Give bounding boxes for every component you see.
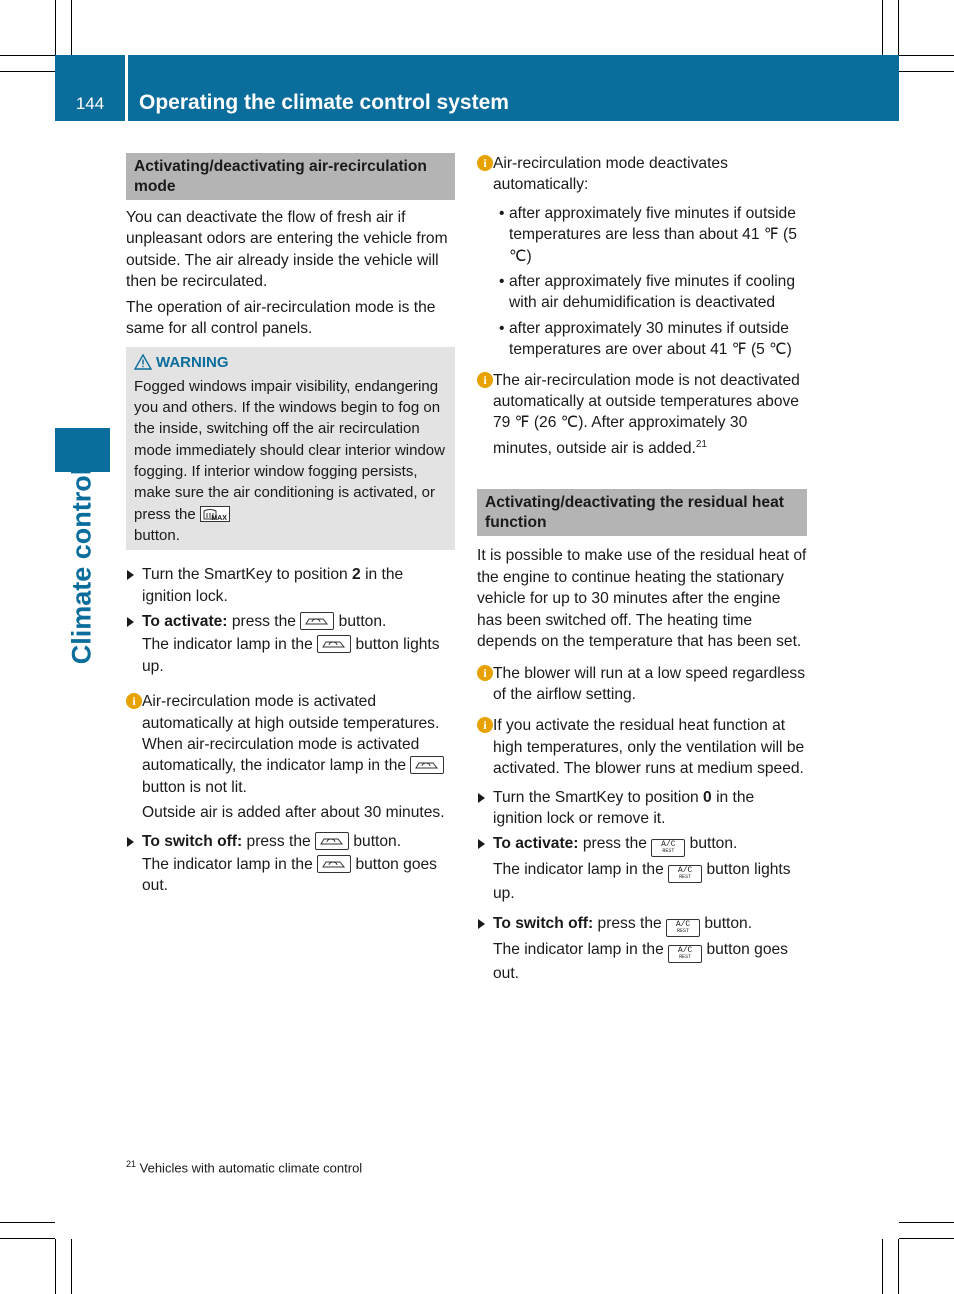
bullet-item: • after approximately five minutes if outside temperatures are less than about 41 ℉ (5 ℃) — [499, 204, 797, 265]
crop-mark — [899, 55, 954, 56]
instruction-step: Turn the SmartKey to position 0 in the ignition lock or remove it. — [477, 787, 807, 830]
page-header — [55, 55, 899, 121]
info-note: i If you activate the residual heat function at high temperatures, only the ventilation will be activated. The blower runs at medium speed. — [477, 715, 807, 779]
recirculation-button-icon — [317, 635, 351, 653]
info-note: i Air-recirculation mode is activated automatically at high outside temperatures. When air-recirculation mode is activated automatically, the indicator lamp in the button is not lit. Outside air is added after about 30 minutes. — [126, 691, 455, 823]
warning-icon — [134, 354, 152, 370]
instruction-step: To activate: press the button. The indicator lamp in the button lights up. — [126, 611, 455, 677]
warning-text: Fogged windows impair visibility, endangering you and others. If the windows begin to fog on the inside, switching off the air recirculation mode immediately should clear interior window fogging. If interior window fogging persists, make sure the air conditioning is activated, or press the MAX button. — [134, 377, 445, 544]
crop-mark — [0, 71, 55, 72]
footnote-ref: 21 — [695, 438, 707, 450]
crop-mark — [898, 1239, 899, 1294]
info-note: i The blower will run at a low speed regardless of the airflow setting. — [477, 663, 807, 706]
info-note: i Air-recirculation mode deactivates automatically: • after approximately five minutes if outside temperatures are less than about 41 ℉ (5 ℃) • after approximately five minutes if cooling with air dehumidification is deactivated • after approximately 30 minutes if outside temperatures are over about 41 ℉ (5 ℃) — [477, 153, 807, 361]
crop-mark — [882, 0, 883, 55]
recirculation-button-icon — [317, 855, 351, 873]
crop-mark — [0, 1222, 55, 1223]
paragraph: You can deactivate the flow of fresh air if unpleasant odors are entering the vehicle from outside. The air already inside the vehicle will then be recirculated. — [126, 209, 448, 291]
paragraph: The operation of air-recirculation mode is the same for all control panels. — [126, 298, 436, 338]
step-arrow-icon — [478, 839, 485, 849]
crop-mark — [55, 1239, 56, 1294]
ac-rest-button-icon: A/C REST — [668, 865, 702, 883]
right-column — [477, 153, 807, 984]
crop-mark — [0, 55, 55, 56]
info-icon: i — [477, 665, 493, 681]
info-icon: i — [477, 717, 493, 733]
warning-title: WARNING — [156, 354, 229, 372]
step-arrow-icon — [127, 570, 134, 580]
recirculation-button-icon — [300, 612, 334, 630]
section-title: Activating/deactivating the residual heat function — [477, 489, 807, 536]
warning-box — [126, 347, 455, 550]
recirculation-button-icon — [410, 756, 444, 774]
crop-mark — [882, 1239, 883, 1294]
crop-mark — [899, 1222, 954, 1223]
instruction-step: To activate: press the A/C REST button. The indicator lamp in the A/C REST button lights up. — [477, 833, 807, 904]
crop-mark — [898, 0, 899, 55]
crop-mark — [71, 0, 72, 55]
instruction-step: Turn the SmartKey to position 2 in the ignition lock. — [126, 564, 455, 607]
bullet-item: • after approximately five minutes if cooling with air dehumidification is deactivated — [499, 273, 796, 312]
chapter-title: Operating the climate control system — [139, 91, 509, 114]
info-note: i The air-recirculation mode is not deactivated automatically at outside temperatures above 79 ℉ (26 ℃). After approximately 30 minutes, outside air is added.$^{21}$ — [477, 370, 807, 460]
crop-mark — [55, 0, 56, 55]
step-arrow-icon — [127, 837, 134, 847]
crop-mark — [71, 1239, 72, 1294]
info-icon: i — [477, 155, 493, 171]
crop-mark — [899, 1238, 954, 1239]
step-arrow-icon — [127, 617, 134, 627]
instruction-step: To switch off: press the A/C REST button. The indicator lamp in the A/C REST button goes out. — [477, 913, 807, 984]
left-column — [126, 153, 455, 897]
ac-rest-button-icon: A/C REST — [666, 919, 700, 937]
section-title: Activating/deactivating air-recirculation mode — [126, 153, 455, 200]
ac-rest-button-icon: A/C REST — [651, 839, 685, 857]
bullet-item: • after approximately 30 minutes if outside temperatures are over about 41 ℉ (5 ℃) — [499, 319, 792, 359]
max-defrost-icon: MAX — [200, 506, 230, 522]
step-arrow-icon — [478, 793, 485, 803]
instruction-step: To switch off: press the button. The indicator lamp in the button goes out. — [126, 831, 455, 897]
info-icon: i — [126, 693, 142, 709]
info-icon: i — [477, 372, 493, 388]
header-divider — [125, 55, 128, 121]
crop-mark — [0, 1238, 55, 1239]
page-number: 144 — [75, 94, 105, 113]
crop-mark — [899, 71, 954, 72]
side-label: Climate control — [66, 467, 97, 665]
paragraph: It is possible to make use of the residual heat of the engine to continue heating the stationary vehicle for up to 30 minutes after the engine has been switched off. The heating time depends on the temperature that has been set. — [477, 547, 807, 651]
side-tab — [55, 428, 110, 472]
footnote: $^{21}$ Vehicles with automatic climate control — [126, 1159, 363, 1176]
warning-header — [134, 352, 447, 373]
ac-rest-button-icon: A/C REST — [668, 945, 702, 963]
step-arrow-icon — [478, 919, 485, 929]
recirculation-button-icon — [315, 832, 349, 850]
